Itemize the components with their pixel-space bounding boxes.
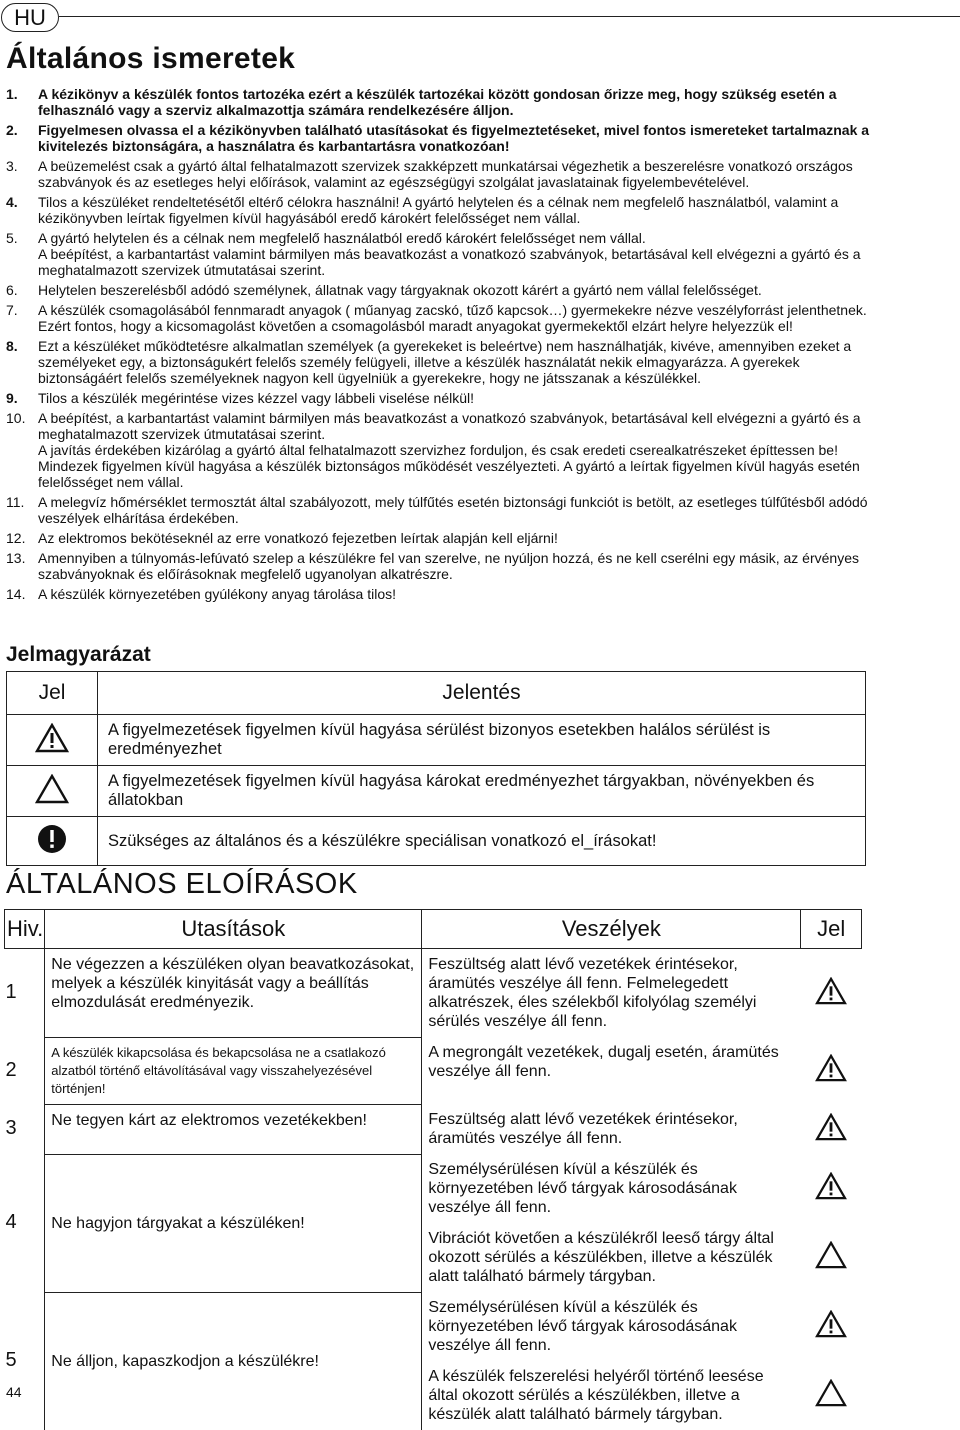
list-item-text xyxy=(38,586,872,602)
rules-col-instructions: Utasítások xyxy=(45,910,422,949)
list-item-number: 7. xyxy=(6,302,18,318)
table-row xyxy=(5,1292,862,1361)
list-item-number: 9. xyxy=(6,390,18,406)
list-item-paragraph: A gyártó helytelen és a célnak nem megfelelő használatból eredő károkért felelősséget nem vállal. xyxy=(38,230,646,246)
list-item-number: 1. xyxy=(6,86,18,102)
list-item-number: 6. xyxy=(6,282,18,298)
rule-hazard xyxy=(422,949,801,1038)
list-item xyxy=(6,158,872,190)
rule-number: 1 xyxy=(5,981,17,1003)
list-item xyxy=(6,550,872,582)
legend-meaning: A figyelmezetések figyelmen kívül hagyása károkat eredményezhet tárgyakban, növényekben és állatokban xyxy=(98,766,866,817)
list-item-paragraph: Amennyiben a túlnyomás-lefúvató szelep a készülékre fel van szerelve, ne nyúljon hozzá, és ne kell cserélni egy másik, az érvényes szabványoknak és előírásoknak megfelelő ugyanolyan alkatrészre. xyxy=(38,550,859,582)
warning-triangle-exclamation-icon xyxy=(815,1187,847,1204)
exclamation-circle-icon xyxy=(37,841,67,858)
legend-row xyxy=(7,817,866,866)
list-item-paragraph: A kézikönyv a készülék fontos tartozéka ezért a készülék tartozékai között gondosan őrizze meg, hogy szükség esetén a felhasználó vagy a szerviz alkalmazottja számára rendelkezésére álljon. xyxy=(38,86,837,118)
list-item xyxy=(6,122,872,154)
rule-number: 5 xyxy=(5,1349,17,1371)
list-item-text xyxy=(38,282,872,298)
legend-symbol-cell xyxy=(7,715,98,766)
rule-instruction: Ne álljon, kapaszkodjon a készülékre! xyxy=(45,1292,422,1430)
list-item-number: 11. xyxy=(6,494,25,510)
legend-symbol-cell xyxy=(7,817,98,866)
list-item-text xyxy=(38,530,872,546)
rules-col-ref: Hiv. xyxy=(5,910,45,949)
table-row xyxy=(5,1037,862,1104)
rule-hazard xyxy=(422,1037,801,1104)
language-badge: HU xyxy=(1,3,59,32)
legend-col-symbol: Jel xyxy=(7,672,98,715)
list-item-paragraph: Tilos a készüléket rendeltetésétől eltérő célokra használni! A gyártó helytelen és a célnak nem megfelelő használatból, valamint a kézikönyvben leírtak figyelmen kívül hagyásából eredő károkért felelősséget nem vállal. xyxy=(38,194,839,226)
rule-hazard-text: Vibrációt követően a készülékről leeső tárgy által okozott sérülés a készülékben, illetve a készülék alatt található bármely tárgyban. xyxy=(428,1230,774,1285)
rule-symbol-cell xyxy=(801,1104,862,1154)
list-item-text xyxy=(38,122,872,154)
list-item xyxy=(6,530,872,546)
rule-hazard xyxy=(422,1104,801,1154)
list-item-text xyxy=(38,390,872,406)
rule-symbol-cell xyxy=(801,1037,862,1104)
list-item xyxy=(6,282,872,298)
rule-hazard xyxy=(422,1223,801,1292)
list-item-paragraph: Az elektromos bekötéseknél az erre vonatkozó fejezetben leírtak alapján kell eljárni! xyxy=(38,530,558,546)
list-item-paragraph: A beüzemelést csak a gyártó által felhatalmazott szervizek szakképzett munkatársai végezhetik a beszerelésre vonatkozó országos szabványok és az esetleges helyi előírások, valamint az egészségügyi szolgálat javaslatainak figyelembevételével. xyxy=(38,158,853,190)
list-item xyxy=(6,230,872,278)
list-item xyxy=(6,338,872,386)
warning-triangle-exclamation-icon xyxy=(815,992,847,1009)
list-item xyxy=(6,586,872,602)
rules-title: ÁLTALÁNOS ELOÍRÁSOK xyxy=(6,868,358,900)
list-item-number: 14. xyxy=(6,586,26,602)
rule-hazard-text: A megrongált vezetékek, dugalj esetén, áramütés veszélye áll fenn. xyxy=(428,1044,779,1080)
list-item-paragraph: A készülék csomagolásából fennmaradt anyagok ( műanyag zacskó, tűző kapcsok…) gyermekekre nézve veszélyforrást jelenthetnek. Ezért fontos, hogy a kicsomagolást követően a csomagolásból maradt anyagokat gyermekektől elzárt helyre helyezzük el! xyxy=(38,302,867,334)
list-item-paragraph: Helytelen beszerelésből adódó személynek, állatnak vagy tárgyaknak okozott kárért a gyártó nem vállal felelősséget. xyxy=(38,282,762,298)
list-item-paragraph: A javítás érdekében kizárólag a gyártó által felhatalmazott szervizhez forduljon, és csak eredeti cserealkatrészeket építtessen be! Mindezek figyelmen kívül hagyása a készülék biztonságos működését veszélyezteti. A gyártó a leírtak figyelmen kívül hagyás esetén felelősséget nem vállal. xyxy=(38,442,860,490)
table-row xyxy=(5,1154,862,1223)
list-item-number: 10. xyxy=(6,410,26,426)
list-item-text xyxy=(38,338,872,386)
warning-triangle-outline-icon xyxy=(815,1256,847,1273)
rule-instruction: Ne végezzen a készüléken olyan beavatkozásokat, melyek a készülék kinyitását vagy a beállítás elmozdulását eredményezik. xyxy=(45,949,422,1038)
list-item-paragraph: A beépítést, a karbantartást valamint bármilyen más beavatkozást a vonatkozó szabványok, betartásával kell elvégezni a gyártó és a meghatalmazott szervizek útmutatásai szerint. xyxy=(38,246,861,278)
list-item xyxy=(6,86,872,118)
list-item-paragraph: Figyelmesen olvassa el a kézikönyvben található utasításokat és figyelmeztetéseket, mivel fontos ismereteket tartalmaznak a kivitelezés biztonságára, a használatra és karbantartásra vonatkozóan! xyxy=(38,122,870,154)
list-item-text xyxy=(38,494,872,526)
list-item-number: 3. xyxy=(6,158,18,174)
rule-hazard-text: Személysérülésen kívül a készülék és környezetében lévő tárgyak károsodásának veszélye áll fenn. xyxy=(428,1299,737,1354)
warning-triangle-exclamation-icon xyxy=(815,1128,847,1145)
rule-symbol-cell xyxy=(801,1361,862,1430)
list-item xyxy=(6,194,872,226)
legend-meaning: A figyelmezetések figyelmen kívül hagyása sérülést bizonyos esetekben halálos sérülést is eredményezhet xyxy=(98,715,866,766)
list-item-paragraph: Tilos a készülék megérintése vizes kézzel vagy lábbeli viselése nélkül! xyxy=(38,390,475,406)
rule-number: 2 xyxy=(5,1058,17,1081)
warning-triangle-exclamation-icon xyxy=(815,1069,847,1086)
table-row xyxy=(5,1104,862,1154)
rules-col-hazards: Veszélyek xyxy=(422,910,801,949)
list-item-number: 5. xyxy=(6,230,18,246)
legend-title: Jelmagyarázat xyxy=(6,643,151,666)
warning-triangle-outline-icon xyxy=(35,791,69,808)
list-item-number: 4. xyxy=(6,194,18,210)
table-row xyxy=(5,949,862,1038)
list-item-text xyxy=(38,86,872,118)
warning-triangle-outline-icon xyxy=(815,1394,847,1411)
list-item-text xyxy=(38,230,872,278)
rule-hazard xyxy=(422,1154,801,1223)
list-item xyxy=(6,410,872,490)
page-title: Általános ismeretek xyxy=(6,42,296,75)
rule-hazard-text: A készülék felszerelési helyéről történő leesése által okozott sérülés a készülékben, illetve a készülék alatt található bármely tárgyban. xyxy=(428,1368,764,1423)
rule-instruction: Ne hagyjon tárgyakat a készüléken! xyxy=(45,1154,422,1292)
legend-col-meaning: Jelentés xyxy=(98,672,866,715)
list-item-text xyxy=(38,158,872,190)
rules-table xyxy=(4,909,862,1430)
list-item-number: 2. xyxy=(6,122,18,138)
page-number: 44 xyxy=(6,1384,22,1400)
list-item-text xyxy=(38,194,872,226)
header-rule xyxy=(59,16,960,17)
rule-hazard-text: Személysérülésen kívül a készülék és környezetében lévő tárgyak károsodásának veszélye áll fenn. xyxy=(428,1161,737,1216)
list-item xyxy=(6,302,872,334)
legend-table xyxy=(6,671,866,866)
warning-triangle-exclamation-icon xyxy=(815,1325,847,1342)
list-item-paragraph: A melegvíz hőmérséklet termosztát által szabályozott, mely túlfűtés esetén biztonsági funkciót is betölt, az esetleges túlfűtésből adódó veszélyek elhárítása érdekében. xyxy=(38,494,868,526)
list-item-text xyxy=(38,302,872,334)
list-item-paragraph: A készülék környezetében gyúlékony anyag tárolása tilos! xyxy=(38,586,396,602)
rule-instruction: A készülék kikapcsolása és bekapcsolása ne a csatlakozó alzatból történő eltávolításával vagy visszahelyezésével történjen! xyxy=(45,1037,422,1104)
list-item xyxy=(6,494,872,526)
rules-col-symbol: Jel xyxy=(801,910,862,949)
rule-hazard xyxy=(422,1292,801,1361)
warning-triangle-exclamation-icon xyxy=(35,740,69,757)
list-item-number: 12. xyxy=(6,530,26,546)
rule-instruction: Ne tegyen kárt az elektromos vezetékekben! xyxy=(45,1104,422,1154)
rule-number: 4 xyxy=(5,1211,17,1233)
list-item-paragraph: A beépítést, a karbantartást valamint bármilyen más beavatkozást a vonatkozó szabványok, betartásával kell elvégezni a gyártó és a meghatalmazott szervizek útmutatásai szerint. xyxy=(38,410,861,442)
legend-symbol-cell xyxy=(7,766,98,817)
rule-symbol-cell xyxy=(801,1223,862,1292)
rule-number: 3 xyxy=(5,1117,17,1139)
list-item-text xyxy=(38,550,872,582)
list-item-number: 13. xyxy=(6,550,26,566)
general-info-list xyxy=(6,86,872,606)
rule-hazard-text: Feszültség alatt lévő vezetékek érintésekor, áramütés veszélye áll fenn. Felmelegedett alkatrészek, éles szélekből kifolyólag személyi sérülés veszélye áll fenn. xyxy=(428,956,757,1030)
rule-symbol-cell xyxy=(801,949,862,1038)
list-item-text xyxy=(38,410,872,490)
list-item-paragraph: Ezt a készüléket működtetésre alkalmatlan személyek (a gyerekeket is beleértve) nem használhatják, kivéve, amennyiben ezeket a személyeket egy, a biztonságukért felelős személy felügyeli, illetve a készülék használatát nekik elmagyarázza. A gyerekek biztonságáért felelős személyeknek nagyon kell ügyelniük a gyerekekre, hogy ne játsszanak a készülékkel. xyxy=(38,338,852,386)
rule-hazard-text: Feszültség alatt lévő vezetékek érintésekor, áramütés veszélye áll fenn. xyxy=(428,1111,738,1147)
rule-hazard xyxy=(422,1361,801,1430)
rule-symbol-cell xyxy=(801,1292,862,1361)
list-item xyxy=(6,390,872,406)
legend-meaning: Szükséges az általános és a készülékre speciálisan vonatkozó el_írásokat! xyxy=(98,817,866,866)
legend-row xyxy=(7,715,866,766)
legend-row xyxy=(7,766,866,817)
list-item-number: 8. xyxy=(6,338,18,354)
rule-symbol-cell xyxy=(801,1154,862,1223)
